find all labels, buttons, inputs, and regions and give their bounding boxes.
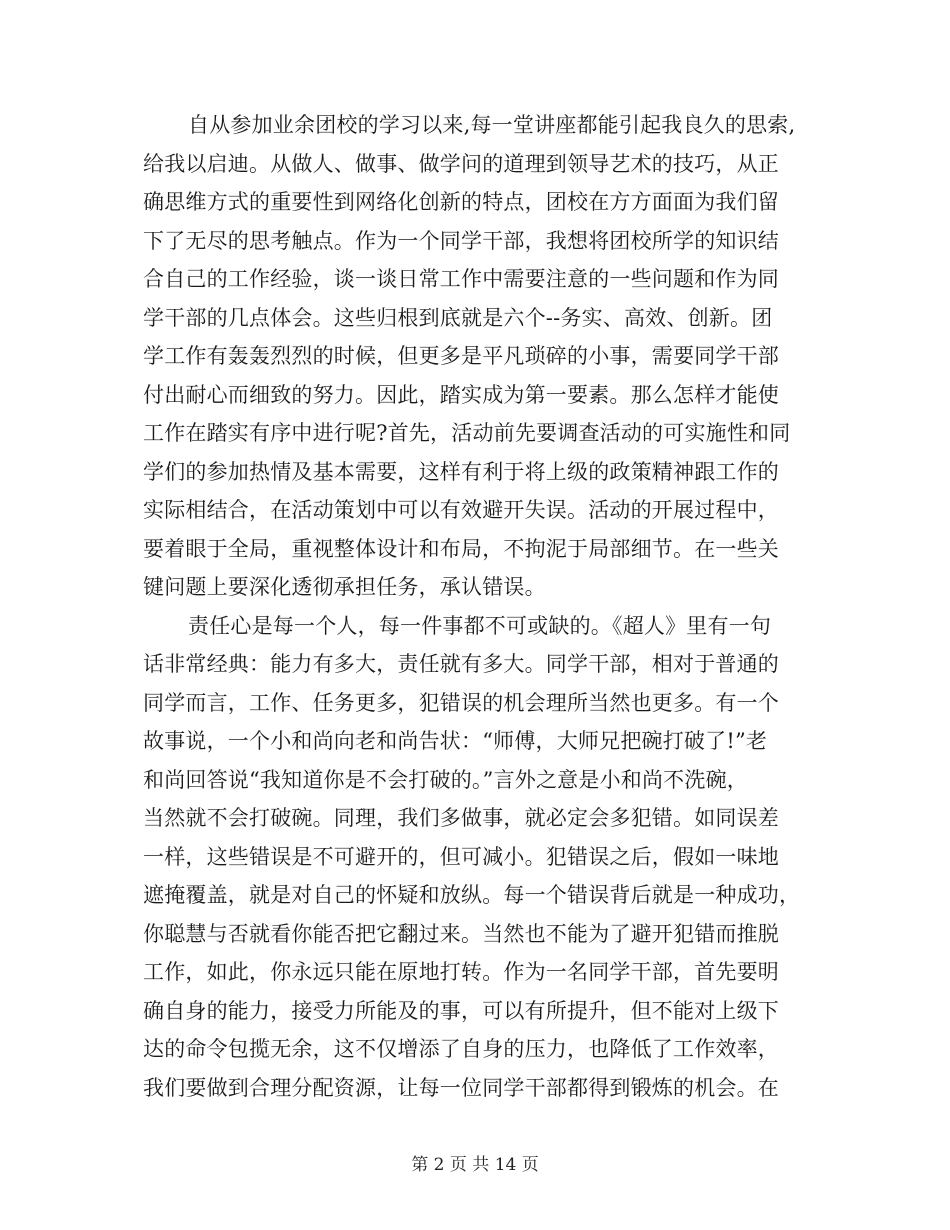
text-line: 要着眼于全局，重视整体设计和布局，不拘泥于局部细节。在一些关 [143,536,779,561]
text-line: 学们的参加热情及基本需要，这样有利于将上级的政策精神跟工作的 [143,459,779,484]
text-line: 遮掩覆盖，就是对自己的怀疑和放纵。每一个错误背后就是一种成功， [143,883,801,907]
text-line: 责任心是每一个人，每一件事都不可或缺的。《超人》里有一句 [188,613,772,638]
paragraph-1 [143,106,823,607]
text-line: 一样，这些错误是不可避开的，但可减小。犯错误之后，假如一味地 [143,844,779,869]
text-line: 故事说，一个小和尚向老和尚告状：“师傅，大师兄把碗打破了!”老 [143,729,768,753]
text-line: 给我以启迪。从做人、做事、做学问的道理到领导艺术的技巧，从正 [143,151,779,176]
page-number-footer: 第 2 页 共 14 页 [411,1155,539,1175]
text-line: 达的命令包揽无余，这不仅增添了自身的压力，也降低了工作效率， [143,1037,779,1061]
text-line: 我们要做到合理分配资源，让每一位同学干部都得到锻炼的机会。在 [143,1075,779,1100]
text-line: 学工作有轰轰烈烈的时候，但更多是平凡琐碎的小事，需要同学干部 [143,344,779,368]
text-line: 学干部的几点体会。这些归根到底就是六个--务实、高效、创新。团 [143,305,773,330]
text-line: 工作，如此，你永远只能在原地打转。作为一名同学干部，首先要明 [143,960,779,984]
text-line: 话非常经典：能力有多大，责任就有多大。同学干部，相对于普通的 [143,652,779,676]
text-line: 确思维方式的重要性到网络化创新的特点，团校在方方面面为我们留 [143,190,779,214]
text-line: 键问题上要深化透彻承担任务，承认错误。 [143,575,546,599]
text-line: 自从参加业余团校的学习以来,每一堂讲座都能引起我良久的思索, [188,113,796,137]
text-line: 同学而言，工作、任务更多，犯错误的机会理所当然也更多。有一个 [143,690,779,715]
text-line: 下了无尽的思考触点。作为一个同学干部，我想将团校所学的知识结 [143,228,779,253]
text-line: 你聪慧与否就看你能否把它翻过来。当然也不能为了避开犯错而推脱 [143,921,779,946]
text-line: 付出耐心而细致的努力。因此，踏实成为第一要素。那么怎样才能使 [143,382,779,407]
text-line: 当然就不会打破碗。同理，我们多做事，就必定会多犯错。如同误差 [143,806,779,830]
text-line: 合自己的工作经验，谈一谈日常工作中需要注意的一些问题和作为同 [143,267,779,291]
text-line: 实际相结合，在活动策划中可以有效避开失误。活动的开展过程中， [143,498,779,522]
text-line: 和尚回答说“我知道你是不会打破的。”言外之意是小和尚不洗碗， [143,767,748,792]
text-line: 确自身的能力，接受力所能及的事，可以有所提升，但不能对上级下 [143,998,779,1023]
paragraph-2 [143,607,823,1108]
text-line: 工作在踏实有序中进行呢?首先，活动前先要调查活动的可实施性和同 [143,421,791,445]
document-body [143,106,823,1107]
